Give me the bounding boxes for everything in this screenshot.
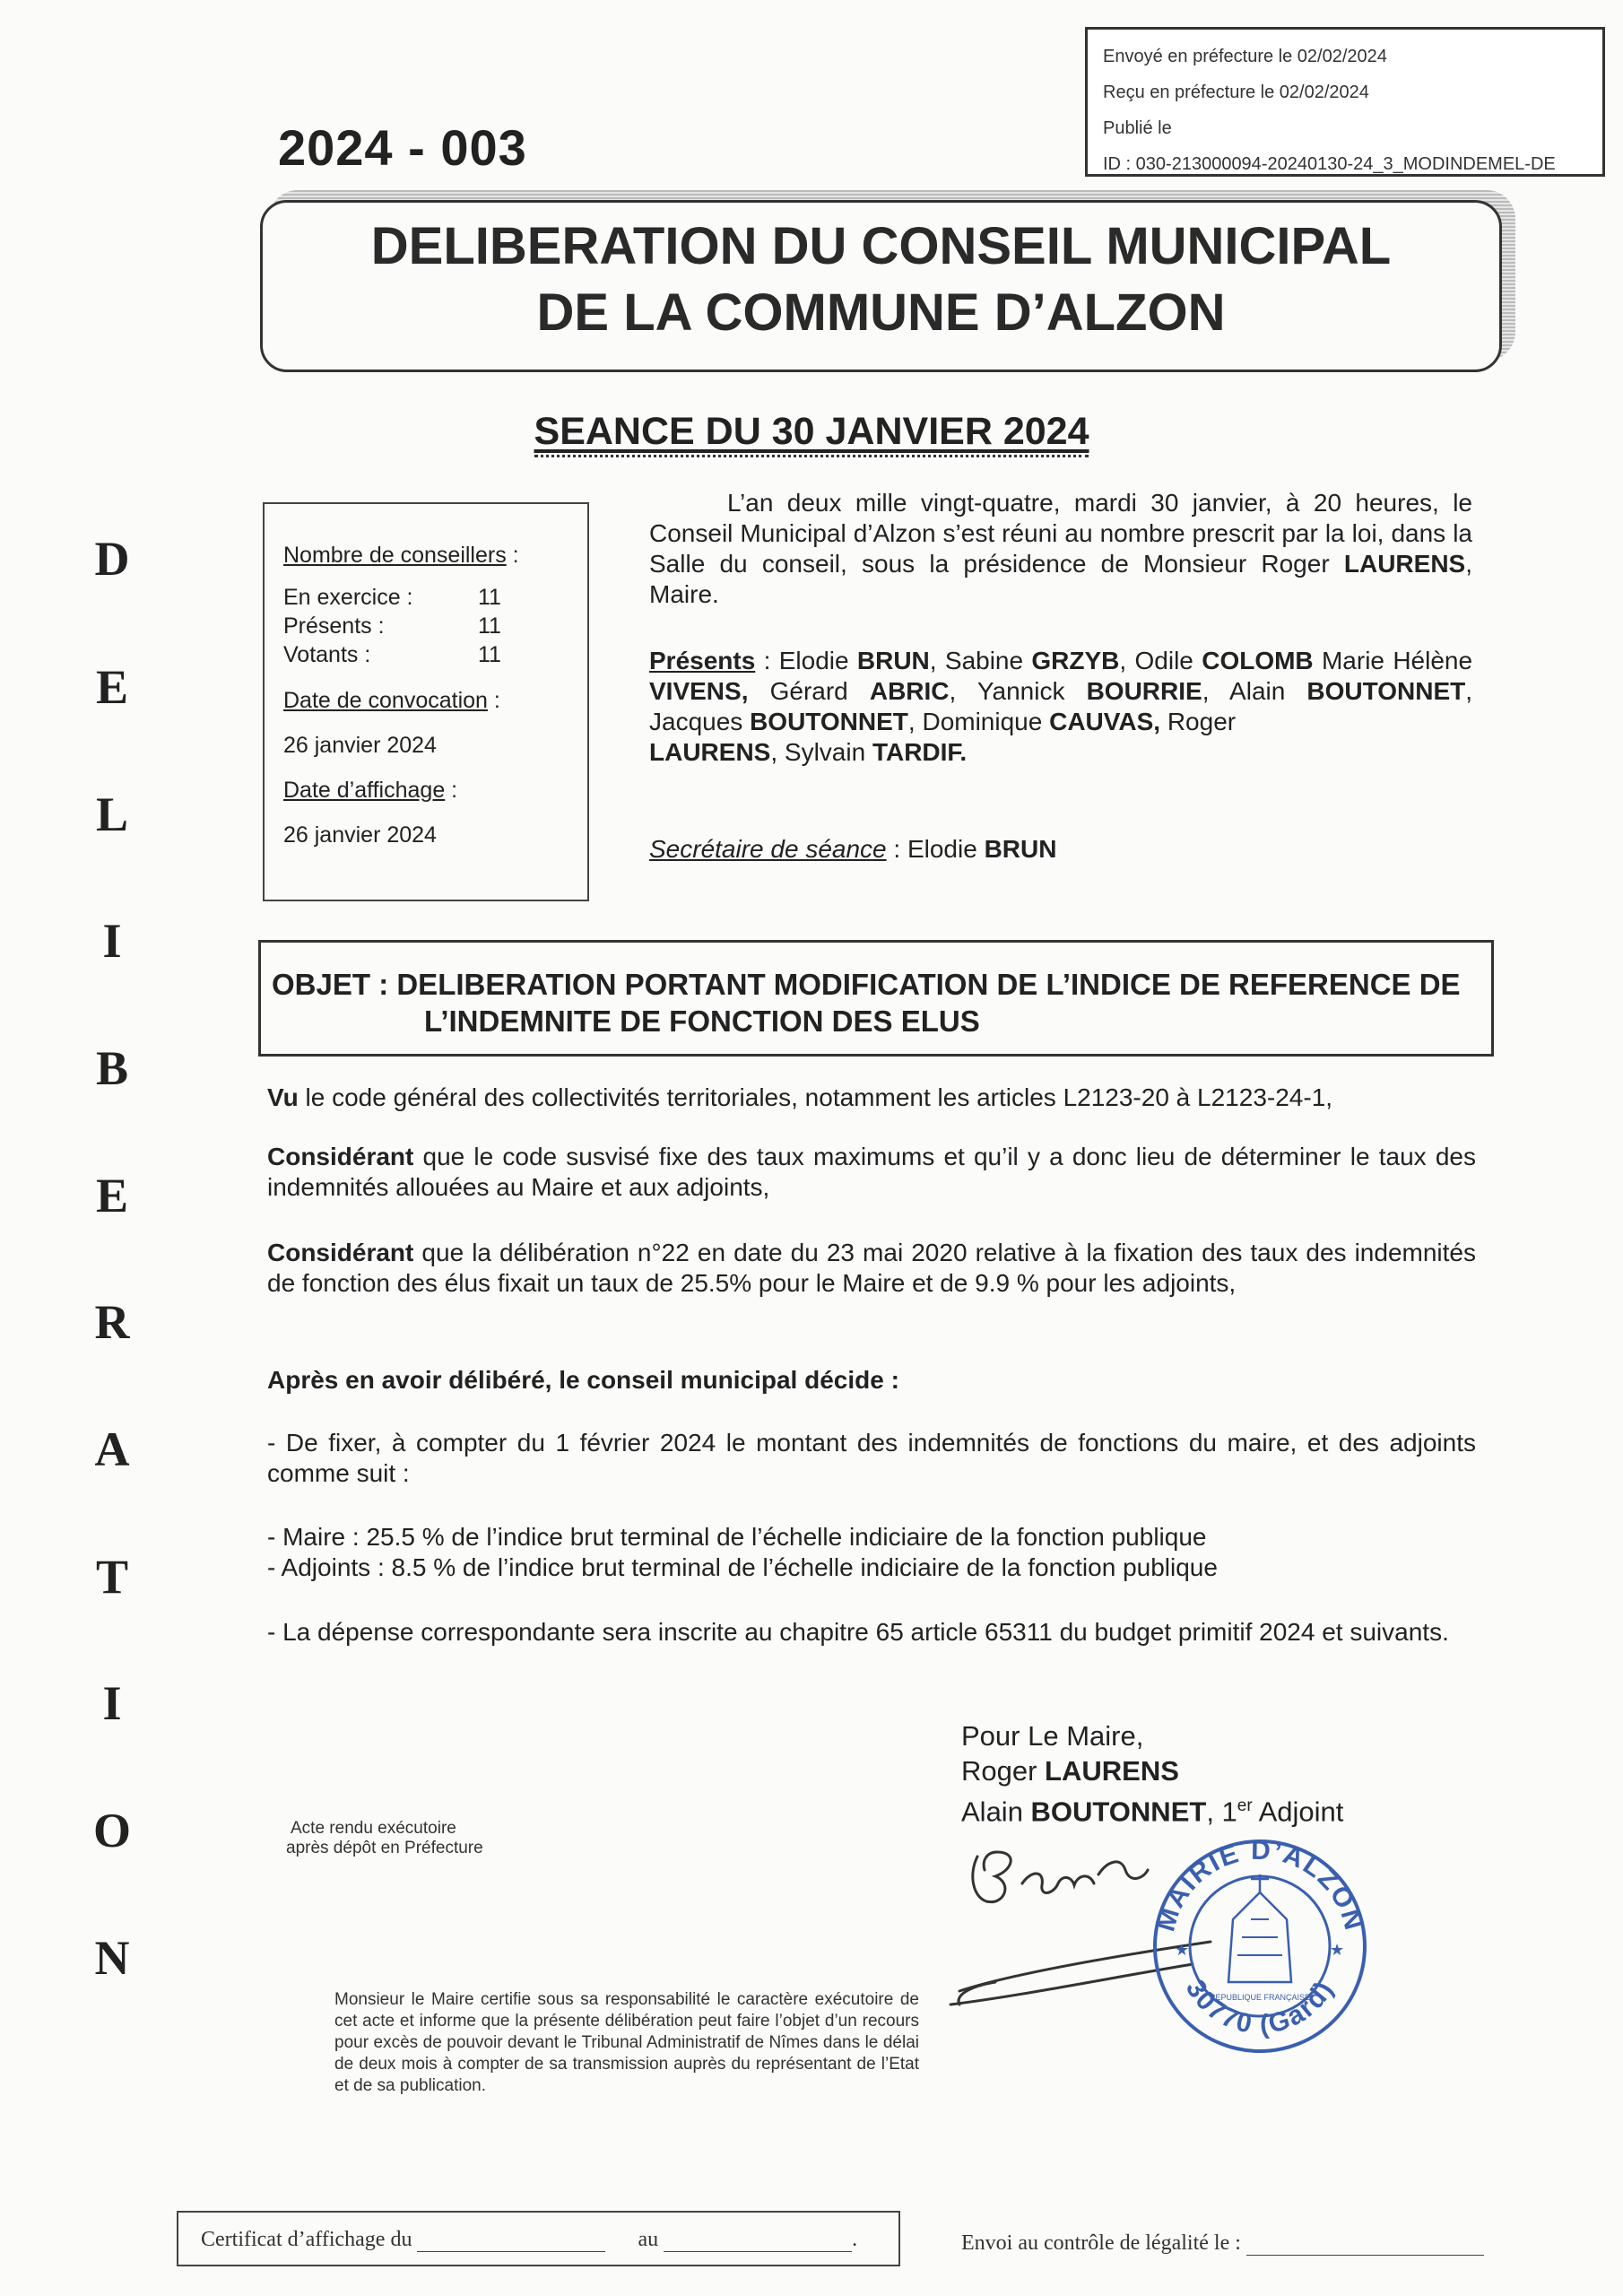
prefecture-received: Reçu en préfecture le 02/02/2024 (1103, 83, 1369, 102)
vertical-letter: D (94, 532, 130, 586)
member-last: GRZYB (1031, 647, 1120, 674)
decide-line: Après en avoir délibéré, le conseil municipal décide : (267, 1366, 899, 1394)
certificat-affichage-box (177, 2211, 900, 2266)
member: Alain (1229, 677, 1286, 705)
vertical-letter: N (94, 1931, 130, 1985)
au-label: au (638, 2228, 659, 2251)
affichage: Date d’affichage : (283, 778, 458, 803)
sig3-last: BOUTONNET (1030, 1796, 1207, 1828)
envoi-date-blank (1246, 2255, 1484, 2256)
en-exercice-label: En exercice : (283, 585, 413, 610)
seal-bottom-text: 30770 (Gard) (1179, 1974, 1341, 2040)
maire-suffix: , Maire. (649, 550, 1472, 608)
considerant-1 (267, 1142, 1476, 1203)
envoi-label: Envoi au contrôle de légalité le : (961, 2231, 1241, 2255)
adjoints-rate: - Adjoints : 8.5 % de l’indice brut terminal de l’échelle indiciaire de la fonction publique (267, 1553, 1218, 1581)
objet-line-2: L’INDEMNITE DE FONCTION DES ELUS (424, 1004, 980, 1038)
prefecture-box (1085, 27, 1605, 177)
maire-name: LAURENS (1343, 550, 1466, 578)
executoire-line-1: Acte rendu exécutoire (291, 1819, 456, 1838)
votants-row (283, 640, 587, 669)
member: Jacques (649, 708, 743, 735)
maire-rate: - Maire : 25.5 % de l’indice brut terminal de l’échelle indiciaire de la fonction publique (267, 1523, 1207, 1551)
prefecture-id: ID : 030-213000094-20240130-24_3_MODINDEMEL-DE (1103, 154, 1556, 174)
sig3-comma: , 1 (1206, 1796, 1237, 1828)
executoire-line-2: après dépôt en Préfecture (286, 1839, 483, 1857)
member: Odile (1134, 647, 1193, 674)
member-last: BOUTONNET (1306, 677, 1466, 705)
affichage-date: 26 janvier 2024 (283, 822, 437, 848)
vu-paragraph (267, 1083, 1476, 1113)
secretaire-line: Secrétaire de séance : Elodie BRUN (649, 835, 1057, 863)
member-last: VIVENS, (649, 677, 749, 705)
member: Sylvain (784, 738, 866, 766)
depense-paragraph: - La dépense correspondante sera inscrite au chapitre 65 article 65311 du budget primitif 2024 et suivants. (267, 1618, 1449, 1646)
vertical-letter: O (92, 1804, 131, 1857)
presents-label: Présents (649, 647, 756, 674)
vertical-letter: E (95, 1169, 129, 1222)
member: Sabine (944, 647, 1024, 674)
sig-last: LAURENS (1045, 1755, 1179, 1787)
convocation-label: Date de convocation (283, 688, 488, 713)
seance-text: SEANCE DU 30 JANVIER 2024 (534, 410, 1089, 457)
certificat-label: Certificat d’affichage du (201, 2228, 412, 2251)
vu-bold: Vu (267, 1083, 299, 1111)
envoi-controle (961, 2231, 1484, 2256)
vertical-letter: I (102, 1676, 122, 1730)
seal-star-left: ★ (1175, 1941, 1190, 1959)
considerant-2-bold: Considérant (267, 1239, 414, 1266)
votants-label: Votants : (283, 642, 371, 667)
vertical-letter: B (95, 1041, 129, 1095)
presents-label: Présents : (283, 613, 385, 639)
member-last: ABRIC (869, 677, 950, 705)
title-line-1: DELIBERATION DU CONSEIL MUNICIPAL (370, 217, 1392, 275)
title-line-2: DE LA COMMUNE D’ALZON (536, 283, 1226, 342)
svg-text:30770 (Gard) (1180, 1975, 1340, 2040)
vertical-letter: I (102, 914, 122, 968)
presents-value: 11 (478, 613, 501, 639)
vu-text: le code général des collectivités territoriales, notamment les articles L2123-20 à L2123-24-1, (298, 1083, 1333, 1111)
seal-small-text: REPUBLIQUE FRANÇAISE (1209, 1993, 1311, 2002)
member-last: COLOMB (1202, 647, 1314, 674)
considerant-2 (267, 1238, 1476, 1299)
certification-text: Monsieur le Maire certifie sous sa responsabilité le caractère exécutoire de cet acte et informe que la présente délibération peut faire l’objet d’un recours pour excès de pouvoir devant le Tribunal Administratif de Nîmes dans le délai de deux mois à compter de sa transmission auprès du représentant de l’Etat et de sa publication. (334, 1990, 919, 2095)
affichage-label: Date d’affichage (283, 778, 446, 803)
sig-first: Roger (961, 1755, 1046, 1787)
presents-row (283, 612, 587, 640)
signature-stamp-graphic (942, 1821, 1399, 2063)
vertical-letter: R (94, 1295, 130, 1349)
fixer-paragraph: - De fixer, à compter du 1 février 2024 le montant des indemnités de fonctions du maire, et des adjoints comme suit : (267, 1429, 1476, 1487)
vertical-letter: E (95, 660, 129, 714)
vertical-letter: A (94, 1422, 130, 1476)
considerant-1-text: que le code susvisé fixe des taux maximums et qu’il y a donc lieu de déterminer le taux des indemnités allouées au Maire et aux adjoints, (267, 1143, 1476, 1201)
seal-star-right: ★ (1330, 1941, 1345, 1959)
intro-paragraph (649, 488, 1472, 610)
reference-number: 2024 - 003 (278, 119, 527, 176)
convocation: Date de convocation : (283, 688, 500, 713)
intro-text: L’an deux mille vingt-quatre, mardi 30 janvier, à 20 heures, le Conseil Municipal d’Alzon s’est réuni au nombre prescrit par la loi, dans la Salle du conseil, sous la présidence de Monsieur Roger (649, 489, 1472, 578)
member-last: BOUTONNET (750, 708, 908, 735)
mairie-seal (1150, 1836, 1368, 2051)
vertical-letter: T (95, 1550, 129, 1604)
sig3-first: Alain (961, 1796, 1031, 1828)
considerant-1-bold: Considérant (267, 1143, 414, 1170)
prefecture-sent: Envoyé en préfecture le 02/02/2024 (1103, 47, 1387, 66)
member-last: BRUN (856, 647, 930, 674)
secretaire-last: BRUN (984, 835, 1057, 863)
council-info-box (263, 502, 589, 901)
seal-top-text: MAIRIE D’ALZON (1150, 1835, 1369, 1935)
sig3-rest: Adjoint (1252, 1796, 1344, 1828)
secretaire-first: Elodie (907, 835, 977, 863)
signature-line-1: Pour Le Maire, (961, 1720, 1144, 1752)
member: Dominique (922, 708, 1043, 735)
certificat-period: . (852, 2228, 858, 2251)
member-last: TARDIF. (872, 738, 968, 766)
member-last: BOURRIE (1086, 677, 1202, 705)
title-box (260, 200, 1502, 372)
vertical-letter: L (95, 787, 129, 841)
considerant-2-text: que la délibération n°22 en date du 23 mai 2020 relative à la fixation des taux des indemnités de fonction des élus fixait un taux de 25.5% pour le Maire et de 9.9 % pour les adjoints, (267, 1239, 1476, 1297)
au-date-blank (664, 2251, 852, 2252)
member-last: CAUVAS, (1049, 708, 1161, 735)
seance-heading (0, 410, 1623, 454)
votants-value: 11 (478, 642, 501, 667)
member: Roger (1167, 708, 1237, 735)
convocation-date: 26 janvier 2024 (283, 733, 437, 758)
signature-line-2 (961, 1753, 1179, 1788)
secretaire-label: Secrétaire de séance (649, 835, 887, 863)
member-last: LAURENS (649, 738, 771, 766)
presents-paragraph: Présents : Elodie BRUN, Sabine GRZYB, Odile COLOMB Marie Hélène VIVENS, Gérard ABRIC, Yannick BOURRIE, Alain BOUTONNET, Jacques BOUTONNET, Dominique CAUVAS, Roger LAURENS, Sylvain TARDIF. (649, 647, 1473, 766)
en-exercice-value: 11 (478, 585, 501, 610)
member: Marie Hélène (1321, 647, 1473, 674)
certificat-date-blank (417, 2251, 605, 2252)
member: Gérard (769, 677, 848, 705)
en-exercice-row (283, 583, 587, 612)
member: Yannick (976, 677, 1065, 705)
objet-line-1: OBJET : DELIBERATION PORTANT MODIFICATION DE L’INDICE DE REFERENCE DE (272, 968, 1461, 1001)
nb-conseillers: Nombre de conseillers : (283, 543, 519, 568)
objet-box (258, 940, 1494, 1057)
prefecture-published: Publié le (1103, 118, 1172, 138)
nb-conseillers-label: Nombre de conseillers (283, 543, 507, 568)
sig3-sup: er (1237, 1796, 1253, 1815)
member: Elodie (778, 647, 849, 674)
